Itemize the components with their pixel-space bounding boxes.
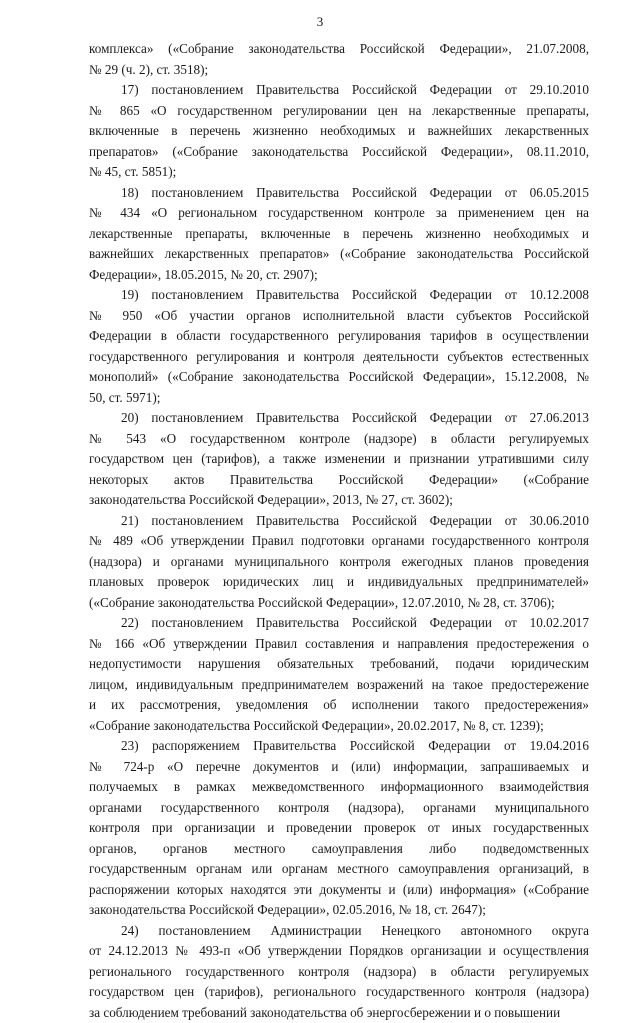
text-line: государственным органам или органам местного самоуправления организаций, в (89, 859, 589, 880)
text-line: органами государственного контроля (надзора), органами муниципального (89, 798, 589, 819)
text-line: 50, ст. 5971); (89, 388, 589, 409)
text-line: недопустимости нарушения обязательных требований, подачи юридическим (89, 654, 589, 675)
text-line: № 950 «Об участии органов исполнительной власти субъектов Российской (89, 306, 589, 327)
text-line: законодательства Российской Федерации», 2013, № 27, ст. 3602); (89, 490, 589, 511)
text-line: (надзора) и органами муниципального контроля ежегодных планов проведения (89, 552, 589, 573)
text-line: Федерации в области государственного регулирования тарифов в осуществлении (89, 326, 589, 347)
text-line: органов, органов местного самоуправления либо подведомственных (89, 839, 589, 860)
text-line: № 45, ст. 5851); (89, 162, 589, 183)
text-line: включенные в перечень жизненно необходимых и важнейших лекарственных (89, 121, 589, 142)
paragraph-item-22 (89, 613, 589, 736)
text-line: 18) постановлением Правительства Российской Федерации от 06.05.2015 (89, 183, 589, 204)
text-line: распоряжении которых находятся эти документы и (или) информация» («Собрание (89, 880, 589, 901)
text-line: комплекса» («Собрание законодательства Российской Федерации», 21.07.2008, (89, 39, 589, 60)
text-line: «Собрание законодательства Российской Федерации», 20.02.2017, № 8, ст. 1239); (89, 716, 589, 737)
paragraph-item-21 (89, 511, 589, 614)
text-line: контроля при организации и проведении проверок от иных государственных (89, 818, 589, 839)
text-line: препаратов» («Собрание законодательства Российской Федерации», 08.11.2010, (89, 142, 589, 163)
text-line: за соблюдением требований законодательства об энергосбережении и о повышении (89, 1003, 589, 1023)
paragraph-item-24 (89, 921, 589, 1023)
text-line: № 543 «О государственном контроле (надзоре) в области регулируемых (89, 429, 589, 450)
paragraph-item-19 (89, 285, 589, 408)
text-line: монополий» («Собрание законодательства Российской Федерации», 15.12.2008, № (89, 367, 589, 388)
text-line: 24) постановлением Администрации Ненецкого автономного округа (89, 921, 589, 942)
paragraph-item-18 (89, 183, 589, 286)
document-body (89, 39, 589, 1023)
text-line: государством цен (тарифов), а также изменении и признании утратившими силу (89, 449, 589, 470)
text-line: 20) постановлением Правительства Российской Федерации от 27.06.2013 (89, 408, 589, 429)
text-line: № 434 «О региональном государственном контроле за применением цен на (89, 203, 589, 224)
paragraph-item-23 (89, 736, 589, 921)
page-number: 3 (0, 14, 640, 30)
text-line: лекарственные препараты, включенные в перечень жизненно необходимых и (89, 224, 589, 245)
text-line: № 724-р «О перечне документов и (или) информации, запрашиваемых и (89, 757, 589, 778)
text-line: Федерации», 18.05.2015, № 20, ст. 2907); (89, 265, 589, 286)
text-line: 22) постановлением Правительства Российской Федерации от 10.02.2017 (89, 613, 589, 634)
text-line: 21) постановлением Правительства Российской Федерации от 30.06.2010 (89, 511, 589, 532)
text-line: государственного регулирования и контроля деятельности субъектов естественных (89, 347, 589, 368)
text-line: № 489 «Об утверждении Правил подготовки органами государственного контроля (89, 531, 589, 552)
paragraph-item-17 (89, 80, 589, 183)
text-line: № 166 «Об утверждении Правил составления и направления предостережения о (89, 634, 589, 655)
text-line: лицом, индивидуальным предпринимателем возражений на такое предостережение (89, 675, 589, 696)
text-line: получаемых в рамках межведомственного информационного взаимодействия (89, 777, 589, 798)
text-line: и их рассмотрения, уведомления об исполнении такого предостережения» (89, 695, 589, 716)
text-line: № 865 «О государственном регулировании цен на лекарственные препараты, (89, 101, 589, 122)
text-line: государством цен (тарифов), регионального государственного контроля (надзора) (89, 982, 589, 1003)
text-line: 17) постановлением Правительства Российской Федерации от 29.10.2010 (89, 80, 589, 101)
text-line: важнейших лекарственных препаратов» («Собрание законодательства Российской (89, 244, 589, 265)
text-line: («Собрание законодательства Российской Федерации», 12.07.2010, № 28, ст. 3706); (89, 593, 589, 614)
text-line: плановых проверок юридических лиц и индивидуальных предпринимателей» (89, 572, 589, 593)
paragraph-item-20 (89, 408, 589, 511)
text-line: 23) распоряжением Правительства Российской Федерации от 19.04.2016 (89, 736, 589, 757)
text-line: 19) постановлением Правительства Российской Федерации от 10.12.2008 (89, 285, 589, 306)
text-line: № 29 (ч. 2), ст. 3518); (89, 60, 589, 81)
text-line: законодательства Российской Федерации», 02.05.2016, № 18, ст. 2647); (89, 900, 589, 921)
paragraph-cont (89, 39, 589, 80)
text-line: некоторых актов Правительства Российской Федерации» («Собрание (89, 470, 589, 491)
text-line: регионального государственного контроля (надзора) в области регулируемых (89, 962, 589, 983)
text-line: от 24.12.2013 № 493-п «Об утверждении Порядков организации и осуществления (89, 941, 589, 962)
